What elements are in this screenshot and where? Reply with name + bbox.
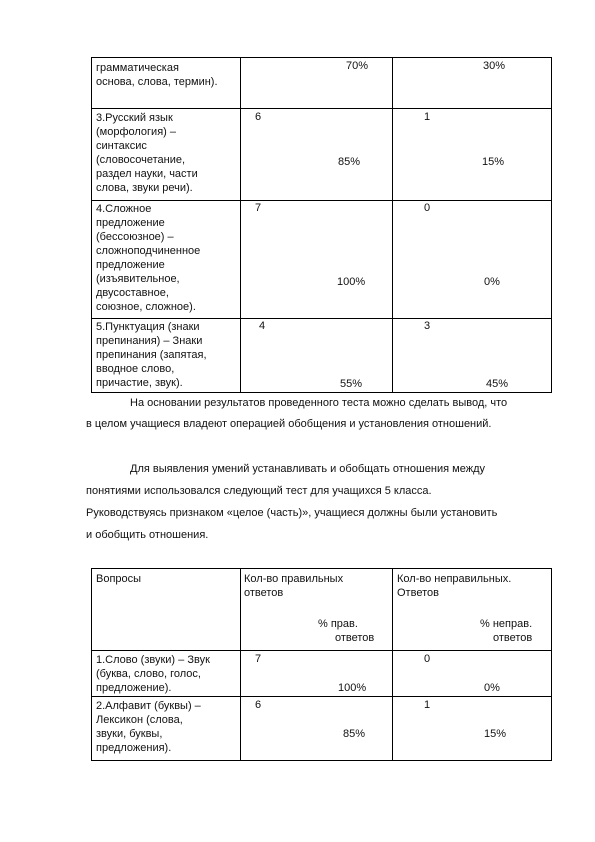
intro-text-line: Руководствуясь признаком «целое (часть)», учащиеся должны были установить: [86, 507, 498, 519]
correct-count: 7: [255, 653, 262, 665]
wrong-percent: 0%: [484, 682, 500, 694]
table-cell: [240, 108, 393, 201]
question-text: (морфология) –: [96, 126, 176, 138]
wrong-count: 1: [424, 699, 431, 711]
question-text: сложноподчиненное: [96, 245, 201, 257]
question-text: 5.Пунктуация (знаки: [96, 321, 200, 333]
question-text: слова, звуки речи).: [96, 182, 193, 194]
correct-count: 7: [255, 202, 262, 214]
header-correct-percent: ответов: [335, 632, 375, 644]
correct-percent: 85%: [343, 728, 366, 740]
correct-count: 4: [259, 320, 266, 332]
question-text: препинания) – Знаки: [96, 335, 203, 347]
header-wrong: Ответов: [397, 587, 439, 599]
wrong-count: 0: [424, 653, 431, 665]
correct-percent: 70%: [346, 60, 369, 72]
table-cell: [240, 200, 393, 319]
question-text: предложение).: [96, 682, 172, 694]
header-correct-percent: % прав.: [318, 618, 358, 630]
wrong-percent: 0%: [484, 276, 500, 288]
header-correct: ответов: [244, 587, 284, 599]
header-wrong: Кол-во неправильных.: [397, 573, 512, 585]
correct-percent: 100%: [338, 682, 367, 694]
table-cell: [240, 57, 393, 109]
correct-count: 6: [255, 111, 262, 123]
question-text: союзное, сложное).: [96, 301, 196, 313]
question-text: (бессоюзное) –: [96, 231, 174, 243]
question-text: предложение: [96, 259, 165, 271]
intro-text-line: Для выявления умений устанавливать и обобщать отношения между: [130, 463, 486, 475]
wrong-percent: 45%: [486, 378, 509, 390]
table-cell: [392, 200, 552, 319]
question-text: основа, слова, термин).: [96, 76, 218, 88]
question-text: грамматическая: [96, 62, 179, 74]
wrong-percent: 15%: [482, 156, 505, 168]
question-text: (буква, слово, голос,: [96, 668, 201, 680]
question-text: вводное слово,: [96, 363, 175, 375]
intro-text-line: и обобщить отношения.: [86, 529, 209, 541]
question-text: 3.Русский язык: [96, 112, 173, 124]
question-text: синтаксис: [96, 140, 147, 152]
header-wrong-percent: % неправ.: [480, 618, 533, 630]
conclusion-text-line: в целом учащиеся владеют операцией обобщения и установления отношений.: [86, 418, 492, 430]
table-cell: [392, 650, 552, 697]
table-cell: [392, 108, 552, 201]
question-text: причастие, звук).: [96, 377, 183, 389]
question-text: предложения).: [96, 742, 172, 754]
question-text: (словосочетание,: [96, 154, 186, 166]
wrong-count: 3: [424, 320, 431, 332]
table-cell: [240, 650, 393, 697]
conclusion-text-line: На основании результатов проведенного теста можно сделать вывод, что: [130, 397, 508, 409]
question-text: раздел науки, части: [96, 168, 198, 180]
question-text: предложение: [96, 217, 165, 229]
correct-percent: 55%: [340, 378, 363, 390]
question-text: 4.Сложное: [96, 203, 152, 215]
question-text: 1.Слово (звуки) – Звук: [96, 654, 210, 666]
question-text: (изъявительное,: [96, 273, 180, 285]
header-questions: Вопросы: [96, 573, 142, 585]
table-cell: [392, 318, 552, 393]
question-text: 2.Алфавит (буквы) –: [96, 700, 201, 712]
correct-percent: 100%: [337, 276, 366, 288]
correct-percent: 85%: [338, 156, 361, 168]
wrong-count: 1: [424, 111, 431, 123]
wrong-percent: 30%: [483, 60, 506, 72]
correct-count: 6: [255, 699, 262, 711]
table-cell: [392, 57, 552, 109]
wrong-percent: 15%: [484, 728, 507, 740]
question-text: Лексикон (слова,: [96, 714, 183, 726]
question-text: звуки, буквы,: [96, 728, 163, 740]
table-cell: [240, 696, 393, 761]
table-cell: [392, 696, 552, 761]
header-wrong-percent: ответов: [493, 632, 533, 644]
question-text: двусоставное,: [96, 287, 169, 299]
wrong-count: 0: [424, 202, 431, 214]
header-correct: Кол-во правильных: [244, 573, 344, 585]
question-text: препинания (запятая,: [96, 349, 207, 361]
intro-text-line: понятиями использовался следующий тест для учащихся 5 класса.: [86, 485, 432, 497]
